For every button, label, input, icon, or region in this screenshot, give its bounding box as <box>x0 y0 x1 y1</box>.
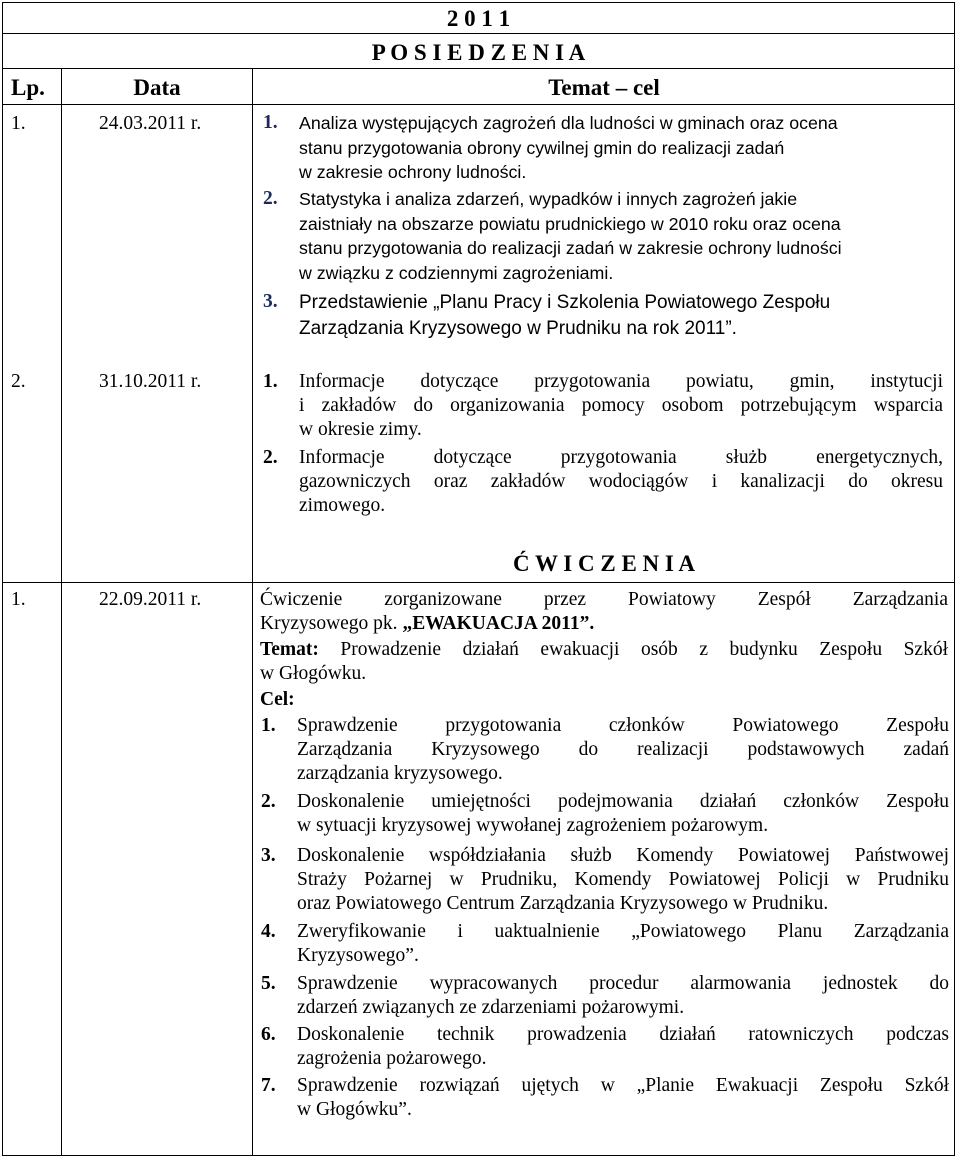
col-header-temat: Temat – cel <box>548 75 660 100</box>
exercises-heading: Ć W I C Z E N I A <box>513 551 695 576</box>
goal-number: 5. <box>261 973 276 994</box>
goal-text: Doskonalenie umiejętności podejmowania działań członków Zespołu w sytuacji kryzysowej wywołanej zagrożeniem pożarowym. <box>297 791 949 836</box>
goal-number: 6. <box>261 1024 276 1045</box>
item-text: Informacje dotyczące przygotowania służb energetycznych, gazowniczych oraz zakładów wodociągów i kanalizacji do okresu zimowego. <box>299 447 943 516</box>
goal-text: Doskonalenie technik prowadzenia działań ratowniczych podczas zagrożenia pożarowego. <box>297 1024 949 1069</box>
meeting-1-lp: 1. <box>11 113 26 134</box>
exercise-codename: „EWAKUACJA 2011”. <box>402 613 595 634</box>
exercise-date: 22.09.2011 r. <box>99 589 202 610</box>
topic-label: Temat: <box>260 639 319 660</box>
goal-text: Sprawdzenie rozwiązań ujętych w „Planie Ewakuacji Zespołu Szkół w Głogówku”. <box>297 1075 949 1120</box>
col-divider-lp-2 <box>61 582 62 1156</box>
exercise-topic: Temat: Prowadzenie działań ewakuacji osób z budynku Zespołu Szkół w Głogówku. <box>260 639 948 684</box>
item-text: Statystyka i analiza zdarzeń, wypadków i innych zagrożeń jakie zaistniały na obszarze powiatu prudnickiego w 2010 roku oraz ocena stanu przygotowania do realizacji zadań w zakresie ochrony ludności w związku z codziennymi zagrożeniami. <box>299 189 842 283</box>
goal-text: Zweryfikowanie i uaktualnienie „Powiatowego Planu Zarządzania Kryzysowego”. <box>297 921 949 966</box>
goal-label: Cel: <box>260 689 295 710</box>
goal-text: Sprawdzenie przygotowania członków Powiatowego Zespołu Zarządzania Kryzysowego do realizacji podstawowych zadań zarządzania kryzysowego. <box>297 715 949 784</box>
divider-exercises <box>2 582 955 583</box>
item-number: 2. <box>263 188 278 209</box>
goal-text: Doskonalenie współdziałania służb Komendy Powiatowej Państwowej Straży Pożarnej w Prudniku, Komendy Powiatowej Policji w Prudniku oraz Powiatowego Centrum Zarządzania Kryzysowego w Prudniku. <box>297 845 949 914</box>
col-divider-date <box>252 68 253 583</box>
meeting-2-lp: 2. <box>11 371 26 392</box>
meeting-1-date: 24.03.2011 r. <box>99 113 202 134</box>
goal-number: 2. <box>261 791 276 812</box>
col-header-data: Data <box>133 75 181 100</box>
col-divider-lp <box>61 68 62 583</box>
item-number: 2. <box>263 447 278 468</box>
goal-number: 3. <box>261 845 276 866</box>
exercise-intro: Ćwiczenie zorganizowane przez Powiatowy Zespół Zarządzania Kryzysowego pk. „EWAKUACJA 2011”. <box>260 589 948 634</box>
col-divider-date-2 <box>252 582 253 1156</box>
item-number: 3. <box>263 291 278 312</box>
col-header-lp: Lp. <box>11 75 45 100</box>
goal-text: Sprawdzenie wypracowanych procedur alarmowania jednostek do zdarzeń związanych ze zdarzeniami pożarowymi. <box>297 973 949 1018</box>
meeting-2-date: 31.10.2011 r. <box>99 371 202 392</box>
goal-number: 1. <box>261 715 276 736</box>
meetings-heading: P O S I E D Z E N I A <box>371 40 586 65</box>
item-text: Informacje dotyczące przygotowania powiatu, gmin, instytucji i zakładów do organizowania pomocy osobom potrzebującym wsparcia w okresie zimy. <box>299 371 943 440</box>
goal-number: 7. <box>261 1075 276 1096</box>
year-heading: 2 0 1 1 <box>446 6 511 31</box>
item-text: Przedstawienie „Planu Pracy i Szkolenia Powiatowego Zespołu Zarządzania Kryzysowego w Prudniku na rok 2011”. <box>299 292 831 339</box>
item-number: 1. <box>263 371 278 392</box>
item-text: Analiza występujących zagrożeń dla ludności w gminach oraz ocena stanu przygotowania obrony cywilnej gmin do realizacji zadań w zakresie ochrony ludności. <box>299 113 838 182</box>
divider-header <box>2 104 955 105</box>
divider-title <box>2 68 955 69</box>
exercise-lp: 1. <box>11 589 26 610</box>
goal-number: 4. <box>261 921 276 942</box>
item-number: 1. <box>263 112 278 133</box>
